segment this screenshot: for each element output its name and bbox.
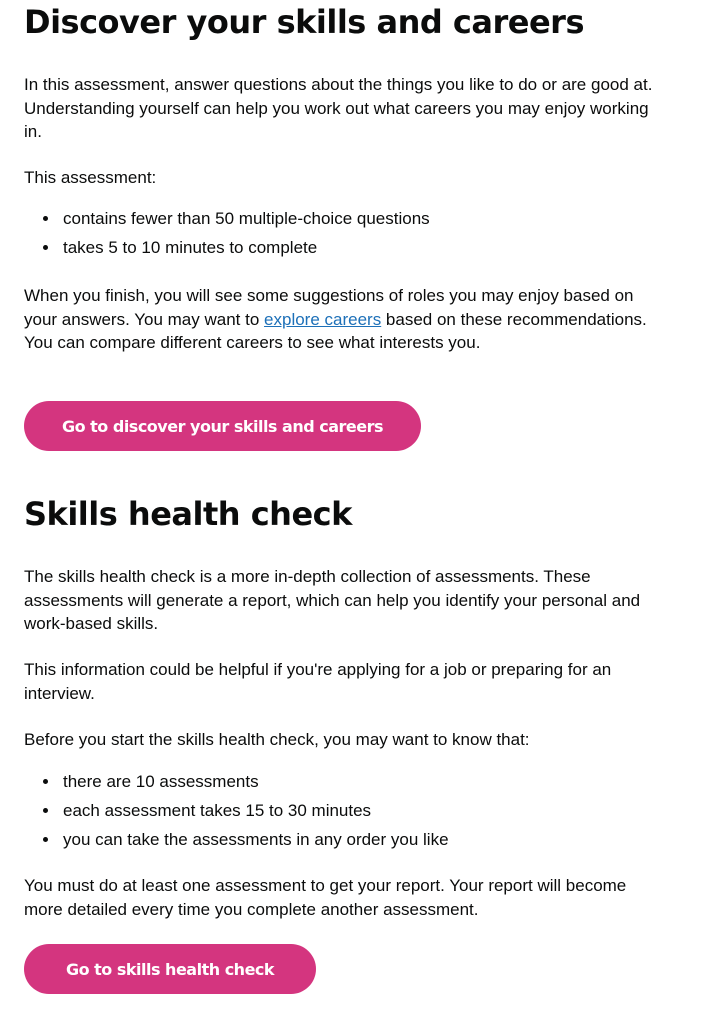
list-item: contains fewer than 50 multiple-choice questions (24, 207, 664, 236)
health-check-intro: The skills health check is a more in-depth collection of assessments. These assessments will generate a report, which can help you identify your personal and work-based skills. (24, 567, 641, 633)
list-item: there are 10 assessments (24, 770, 664, 799)
list-item: you can take the assessments in any order you like (24, 828, 664, 857)
discover-finish-text (24, 284, 664, 355)
health-check-report-note: You must do at least one assessment to get your report. Your report will become more detailed every time you complete another assessment. (24, 876, 627, 919)
discover-list (24, 207, 664, 265)
list-item: takes 5 to 10 minutes to complete (24, 236, 664, 265)
explore-careers-link[interactable]: explore careers (264, 309, 382, 329)
health-check-info: This information could be helpful if you're applying for a job or preparing for an interview. (24, 660, 612, 703)
discover-title: Discover your skills and careers (24, 3, 584, 41)
finish-text-before: When you finish, you will see some suggestions of roles you may enjoy based on your answers. You may want to (24, 286, 634, 329)
health-check-list (24, 770, 664, 857)
list-item: each assessment takes 15 to 30 minutes (24, 799, 664, 828)
finish-text-after: based on these recommendations. You can compare different careers to see what interests you. (24, 309, 647, 352)
discover-intro: In this assessment, answer questions about the things you like to do or are good at. Understanding yourself can help you work out what careers you may enjoy working in. (24, 75, 653, 141)
discover-list-heading: This assessment: (24, 168, 157, 187)
discover-skills-button[interactable]: Go to discover your skills and careers (24, 401, 421, 451)
health-check-title: Skills health check (24, 495, 352, 533)
skills-health-check-button[interactable]: Go to skills health check (24, 944, 316, 994)
health-check-list-heading: Before you start the skills health check, you may want to know that: (24, 730, 530, 749)
